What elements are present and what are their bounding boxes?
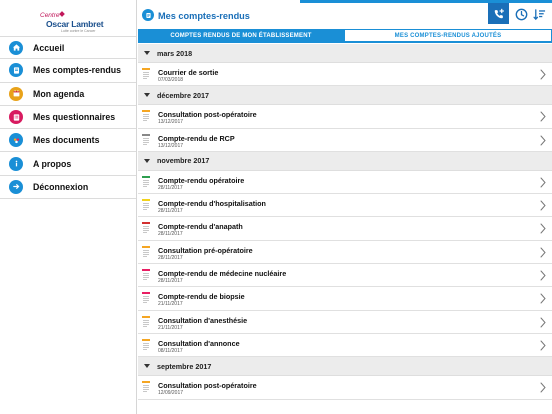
phone-plus-icon: [493, 8, 505, 20]
report-title: Compte-rendu de biopsie: [158, 292, 245, 302]
report-title: Compte-rendu d'hospitalisation: [158, 199, 266, 209]
caret-down-icon: [144, 364, 150, 368]
report-date: 13/12/2017: [158, 142, 184, 149]
report-title: Consultation d'anesthésie: [158, 315, 248, 325]
chevron-right-icon: [540, 69, 546, 80]
report-row[interactable]: [138, 105, 552, 128]
sidebar-item-folder[interactable]: [0, 129, 136, 152]
report-date: 28/11/2017: [158, 254, 183, 261]
logout-icon: [9, 180, 23, 194]
report-title: Consultation d'annonce: [158, 338, 240, 348]
sidebar-item-label: Déconnexion: [33, 181, 89, 192]
chevron-right-icon: [540, 340, 546, 351]
report-row[interactable]: [138, 264, 552, 287]
month-label: novembre 2017: [157, 156, 210, 166]
report-row[interactable]: [138, 194, 552, 217]
report-title: Compte-rendu de médecine nucléaire: [158, 269, 287, 279]
report-title: Compte-rendu de RCP: [158, 133, 235, 143]
document-icon: [142, 381, 150, 392]
report-title: Consultation post-opératoire: [158, 110, 257, 120]
header: [137, 3, 552, 29]
sidebar-item-calendar[interactable]: [0, 83, 136, 106]
report-row[interactable]: [138, 129, 552, 152]
reports-list[interactable]: [138, 44, 552, 414]
sidebar-item-label: Mon agenda: [33, 88, 85, 99]
report-row[interactable]: [138, 287, 552, 310]
document-icon: [142, 246, 150, 257]
chevron-right-icon: [540, 270, 546, 281]
sort-filter-icon[interactable]: [533, 8, 546, 21]
chevron-right-icon: [540, 247, 546, 258]
report-row[interactable]: [138, 311, 552, 334]
sidebar-item-label: Mes comptes-rendus: [33, 65, 121, 76]
report-date: 07/03/2018: [158, 77, 184, 83]
report-date: 28/11/2017: [158, 231, 183, 238]
logo-line1: Centre: [40, 12, 60, 19]
logo-line2: Oscar Lambret: [46, 19, 104, 29]
chevron-right-icon: [540, 177, 546, 188]
chevron-right-icon: [540, 317, 546, 328]
logo-line3: Lutte contre le Cancer: [61, 29, 96, 33]
document-icon: [142, 292, 150, 303]
sidebar-item-home[interactable]: [0, 36, 136, 59]
document-icon: [142, 222, 150, 233]
caret-down-icon: [144, 51, 150, 55]
month-group-header[interactable]: [138, 44, 552, 63]
documents-icon: [142, 9, 154, 21]
document-icon: [142, 110, 150, 121]
report-row[interactable]: [138, 241, 552, 264]
report-row[interactable]: [138, 376, 552, 399]
report-title: Consultation pré-opératoire: [158, 245, 253, 255]
folder-icon: [9, 133, 23, 147]
month-label: décembre 2017: [157, 90, 209, 100]
tab-added-reports[interactable]: MES COMPTES-RENDUS AJOUTÉS: [344, 29, 552, 42]
document-icon: [142, 269, 150, 280]
month-label: mars 2018: [157, 48, 193, 58]
sidebar-item-label: Accueil: [33, 42, 65, 53]
sidebar: [0, 0, 137, 414]
page-title: Mes comptes-rendus: [158, 11, 250, 21]
report-date: 21/11/2017: [158, 301, 183, 308]
report-date: 28/11/2017: [158, 184, 183, 191]
month-group-header[interactable]: [138, 152, 552, 171]
sidebar-item-label: A propos: [33, 158, 72, 169]
info-icon: [9, 157, 23, 171]
report-row[interactable]: [138, 63, 552, 86]
report-row[interactable]: [138, 171, 552, 194]
calendar-icon: [9, 87, 23, 101]
sidebar-item-label: Mes questionnaires: [33, 112, 116, 123]
report-date: 13/12/2017: [158, 119, 184, 126]
report-row[interactable]: [138, 217, 552, 240]
caret-down-icon: [144, 93, 150, 97]
chevron-right-icon: [540, 200, 546, 211]
report-row[interactable]: [138, 334, 552, 357]
report-date: 28/11/2017: [158, 278, 183, 285]
report-tabs: [138, 29, 552, 43]
logo: [0, 0, 136, 36]
report-title: Compte-rendu d'anapath: [158, 222, 243, 232]
home-icon: [9, 41, 23, 55]
sidebar-item-logout[interactable]: [0, 176, 136, 199]
document-icon: [142, 316, 150, 327]
month-label: septembre 2017: [157, 361, 212, 371]
documents-icon: [9, 63, 23, 77]
tab-my-establishment[interactable]: COMPTES RENDUS DE MON ÉTABLISSEMENT: [138, 29, 344, 42]
chevron-right-icon: [540, 111, 546, 122]
questionnaire-icon: [9, 110, 23, 124]
logo-mark-icon: [59, 11, 65, 17]
report-date: 08/11/2017: [158, 347, 183, 354]
document-icon: [142, 199, 150, 210]
chevron-right-icon: [540, 135, 546, 146]
call-add-button[interactable]: [488, 3, 509, 24]
sidebar-item-documents[interactable]: [0, 59, 136, 82]
report-date: 28/11/2017: [158, 208, 183, 215]
chevron-right-icon: [540, 382, 546, 393]
document-icon: [142, 68, 150, 79]
report-date: 21/11/2017: [158, 324, 183, 331]
sidebar-item-info[interactable]: [0, 152, 136, 175]
sidebar-nav: [0, 36, 136, 199]
report-title: Compte-rendu opératoire: [158, 175, 245, 185]
report-title: Courrier de sortie: [158, 68, 219, 77]
chevron-right-icon: [540, 293, 546, 304]
document-icon: [142, 339, 150, 350]
document-icon: [142, 176, 150, 187]
month-group-header[interactable]: [138, 357, 552, 376]
document-icon: [142, 134, 150, 145]
chevron-right-icon: [540, 223, 546, 234]
month-group-header[interactable]: [138, 86, 552, 105]
report-date: 12/09/2017: [158, 390, 184, 397]
sidebar-item-questionnaire[interactable]: [0, 106, 136, 129]
sidebar-item-label: Mes documents: [33, 135, 100, 146]
caret-down-icon: [144, 159, 150, 163]
report-title: Consultation post-opératoire: [158, 381, 257, 391]
history-clock-icon[interactable]: [515, 8, 528, 21]
